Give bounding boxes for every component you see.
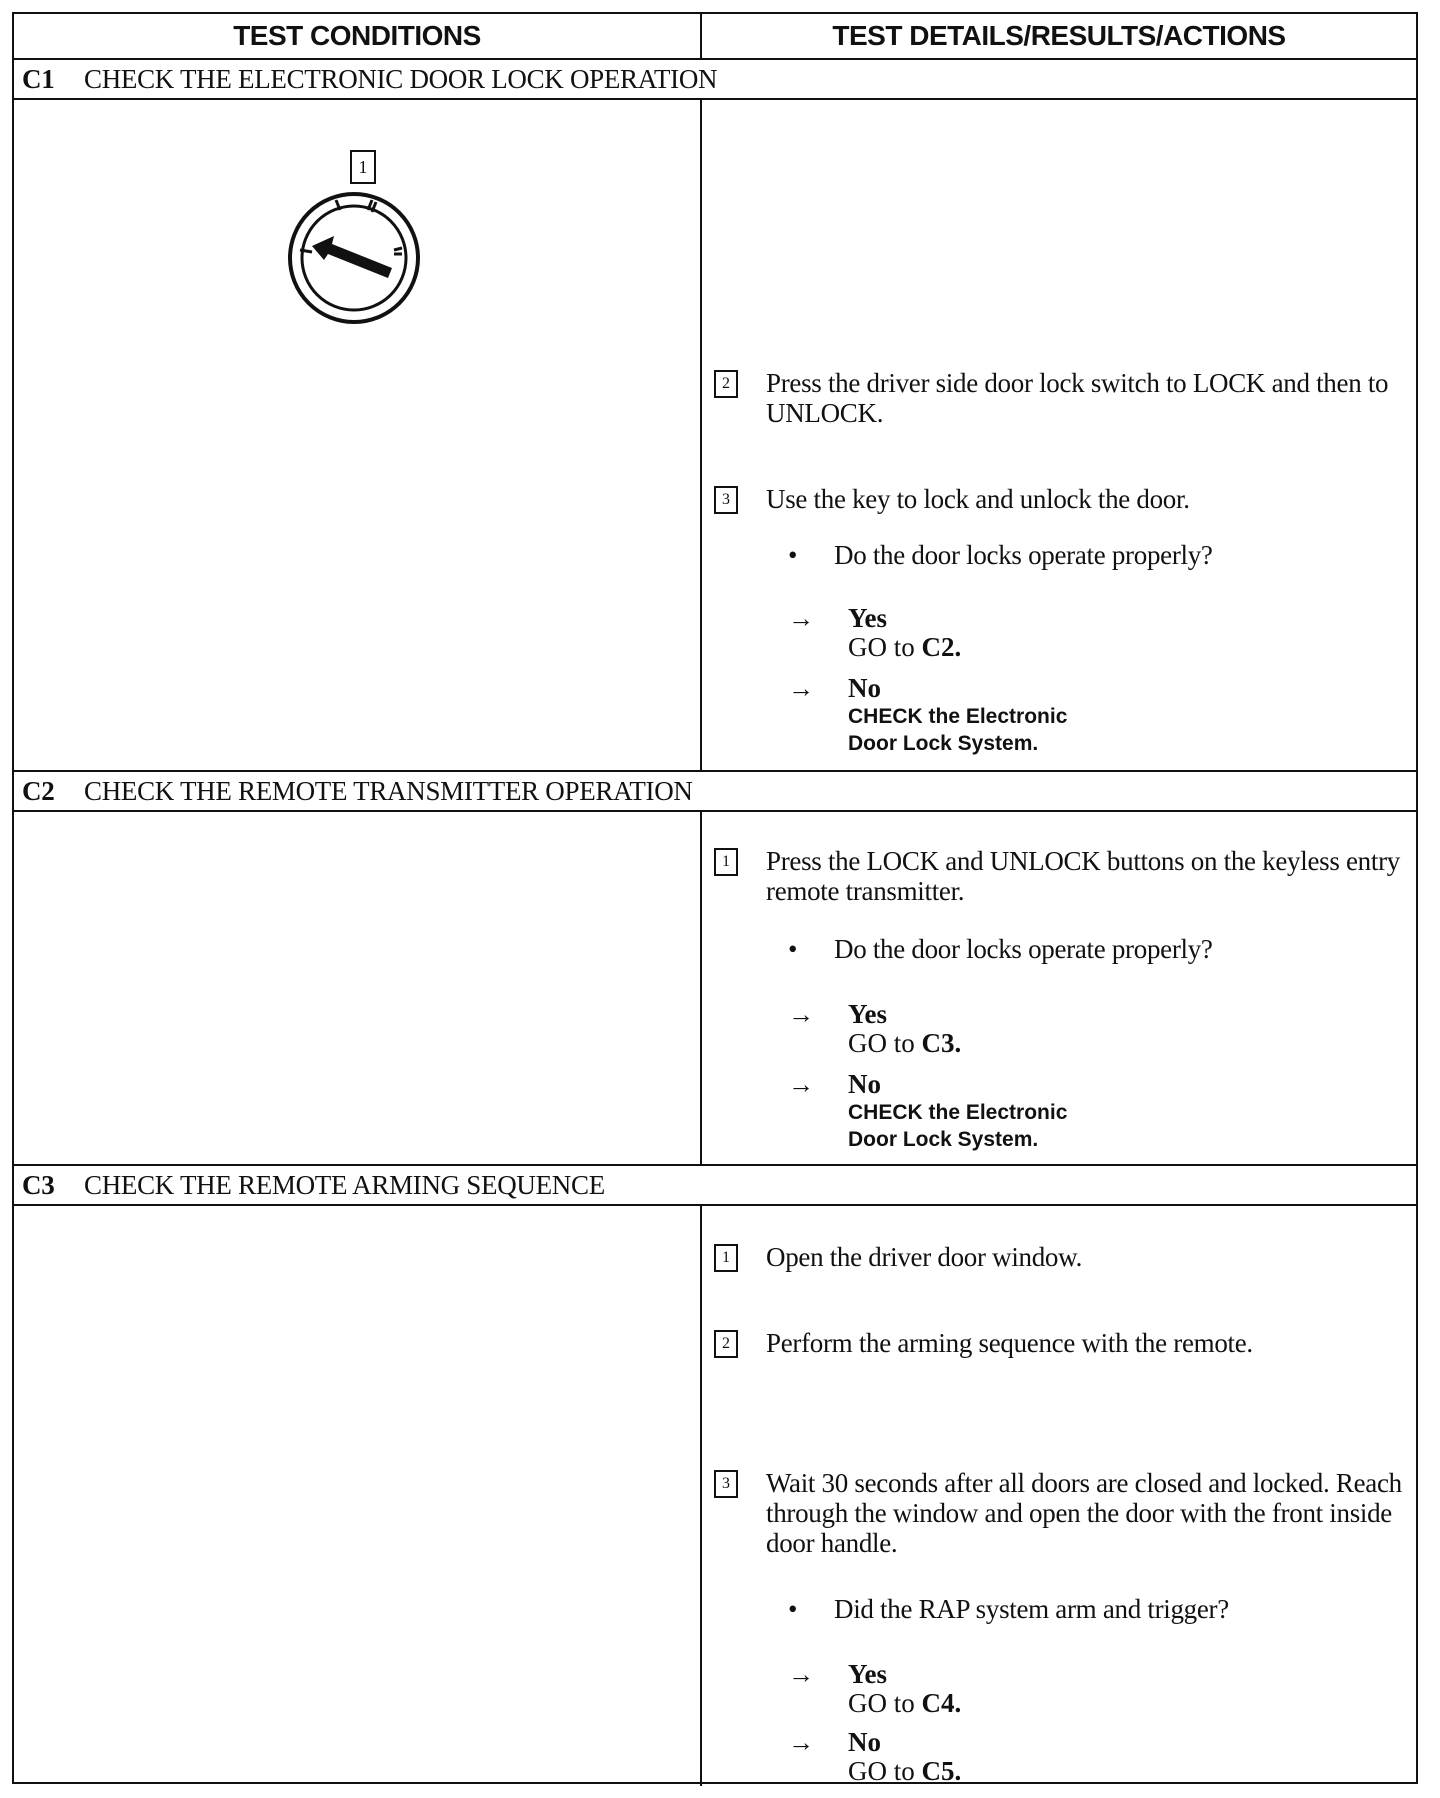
step-number-box: 2: [714, 370, 738, 398]
arrow-icon: →: [788, 1660, 814, 1689]
arrow-icon: →: [788, 604, 814, 633]
step-text: Press the LOCK and UNLOCK buttons on the keyless entry remote transmitter.: [766, 846, 1400, 906]
step-number-box: 3: [714, 1470, 738, 1498]
header-test-details: TEST DETAILS/RESULTS/ACTIONS: [832, 20, 1286, 51]
step-text: Use the key to lock and unlock the door.: [766, 484, 1190, 514]
no-label: No: [848, 1727, 881, 1757]
step-c2-1: [714, 846, 1406, 906]
section-title-c2: C2 CHECK THE REMOTE TRANSMITTER OPERATION: [22, 775, 693, 806]
question-c1: • Do the door locks operate properly?: [788, 540, 1213, 570]
step-text: Open the driver door window.: [766, 1242, 1083, 1272]
arrow-icon: →: [788, 1728, 814, 1757]
ignition-switch-icon: [284, 188, 424, 328]
step-c3-2: [714, 1328, 1406, 1358]
bullet-icon: •: [788, 934, 798, 964]
question-c2: • Do the door locks operate properly?: [788, 934, 1213, 964]
step-text: Wait 30 seconds after all doors are closed and locked. Reach through the window and open the door with the front inside door handle.: [766, 1468, 1402, 1558]
bullet-icon: •: [788, 540, 798, 570]
branch-yes-c2: → Yes GO to C3.: [788, 999, 962, 1058]
go-to-target: C2.: [921, 632, 962, 662]
branch-yes-c3: → Yes GO to C4.: [788, 1659, 962, 1718]
header-divider: [700, 14, 702, 58]
header-test-conditions: TEST CONDITIONS: [233, 20, 481, 51]
step-c3-1: [714, 1242, 1406, 1272]
no-action: CHECK the Electronic Door Lock System.: [848, 705, 1068, 755]
step-text: Press the driver side door lock switch to LOCK and then to UNLOCK.: [766, 368, 1389, 428]
column-divider: [700, 812, 702, 1164]
arrow-icon: →: [788, 674, 814, 703]
row-divider: [14, 98, 1416, 100]
step-c3-3: [714, 1468, 1406, 1558]
branch-no-c1: [788, 674, 1118, 757]
branch-no-c2: [788, 1070, 1118, 1153]
row-divider: [14, 810, 1416, 812]
illustration-step-label: 1: [350, 150, 376, 184]
column-divider: [700, 1206, 702, 1786]
branch-no-c3: → No GO to C5.: [788, 1727, 962, 1786]
arrow-icon: →: [788, 1070, 814, 1099]
arrow-icon: →: [788, 1000, 814, 1029]
row-divider: [14, 1204, 1416, 1206]
yes-label: Yes: [848, 999, 887, 1029]
go-to-target: C3.: [921, 1028, 962, 1058]
step-c1-2: [714, 368, 1406, 428]
column-divider: [700, 100, 702, 770]
section-title-c1: C1 CHECK THE ELECTRONIC DOOR LOCK OPERATION: [22, 63, 718, 94]
section-title-c3: C3 CHECK THE REMOTE ARMING SEQUENCE: [22, 1169, 605, 1200]
go-to-target: C5.: [921, 1756, 962, 1786]
go-to-target: C4.: [921, 1688, 962, 1718]
no-label: No: [848, 1069, 881, 1099]
procedure-table: [12, 12, 1418, 1784]
question-c3: • Did the RAP system arm and trigger?: [788, 1594, 1229, 1624]
step-number-box: 2: [714, 1330, 738, 1358]
yes-label: Yes: [848, 603, 887, 633]
no-label: No: [848, 673, 881, 703]
yes-label: Yes: [848, 1659, 887, 1689]
branch-yes-c1: → Yes GO to C2.: [788, 603, 962, 662]
step-text: Perform the arming sequence with the remote.: [766, 1328, 1253, 1358]
no-action: CHECK the Electronic Door Lock System.: [848, 1101, 1068, 1151]
step-c1-3: [714, 484, 1406, 514]
step-number-box: 1: [714, 848, 738, 876]
bullet-icon: •: [788, 1594, 798, 1624]
step-number-box: 1: [714, 1244, 738, 1272]
step-number-box: 3: [714, 486, 738, 514]
